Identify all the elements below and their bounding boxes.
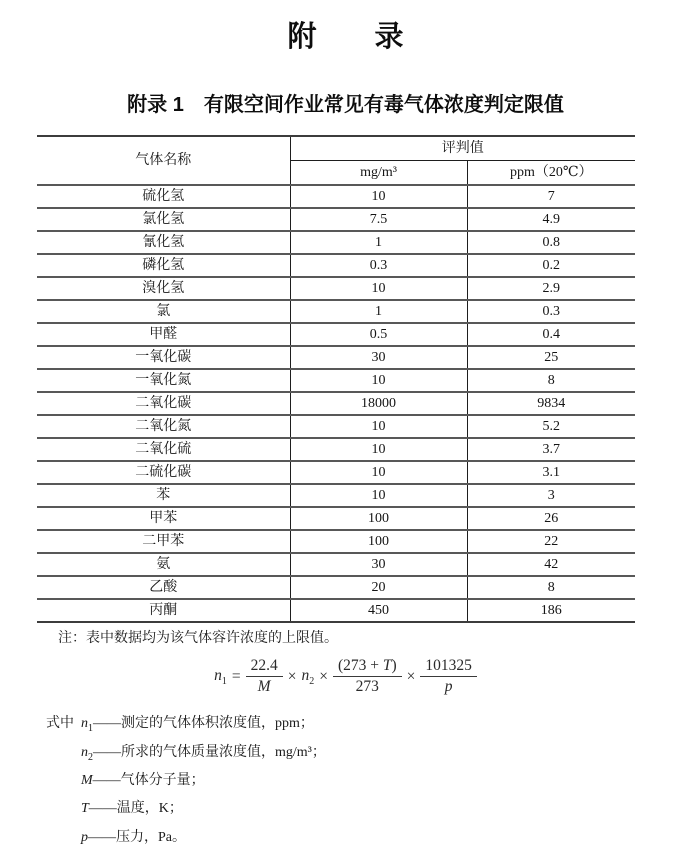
gas-name-cell: 一氧化氮 <box>37 369 290 392</box>
multiply-sign: × <box>287 667 297 685</box>
header-unit-mg: mg/m³ <box>290 161 467 186</box>
mg-value-cell: 30 <box>290 346 467 369</box>
page-title: 附 录 <box>287 21 404 53</box>
ppm-value-cell: 5.2 <box>467 415 635 438</box>
mg-value-cell: 450 <box>290 599 467 622</box>
table-row <box>37 346 635 369</box>
table-row <box>37 300 635 323</box>
header-judgment-value: 评判值 <box>290 136 635 161</box>
mg-value-cell: 20 <box>290 576 467 599</box>
fraction-101325-over-p: $\frac{101325}{p}$ <box>420 657 477 696</box>
gas-name-cell: 磷化氢 <box>37 254 290 277</box>
definition-prefix: 式中 <box>46 716 74 732</box>
ppm-value-cell: 3.7 <box>467 438 635 461</box>
gas-name-cell: 氰化氢 <box>37 231 290 254</box>
definition-text: ——测定的气体体积浓度值，ppm； <box>93 716 314 732</box>
table-row <box>37 576 635 599</box>
header-unit-ppm: ppm（20℃） <box>509 165 593 181</box>
ppm-value-cell: 26 <box>467 507 635 530</box>
ppm-value-cell: 4.9 <box>467 208 635 231</box>
mg-value-cell: 100 <box>290 530 467 553</box>
table-row <box>37 392 635 415</box>
table-row <box>37 231 635 254</box>
table-row <box>37 254 635 277</box>
gas-name-cell: 甲苯 <box>37 507 290 530</box>
table-row <box>37 461 635 484</box>
fraction-22-4-over-M: $\frac{22.4}{M}$ <box>246 657 283 696</box>
ppm-value-cell: 3.1 <box>467 461 635 484</box>
ppm-value-cell: 0.8 <box>467 231 635 254</box>
table-row <box>37 277 635 300</box>
mg-value-cell: 10 <box>290 415 467 438</box>
ppm-value-cell: 3 <box>467 484 635 507</box>
definition-variable: p <box>81 829 88 845</box>
multiply-sign: × <box>406 667 416 685</box>
mg-value-cell: 10 <box>290 185 467 208</box>
header-gas-name: 气体名称 <box>37 136 290 185</box>
ppm-value-cell: 0.3 <box>467 300 635 323</box>
mg-value-cell: 0.5 <box>290 323 467 346</box>
mg-value-cell: 10 <box>290 277 467 300</box>
definition-text: ——温度，K； <box>88 801 183 817</box>
gas-name-cell: 丙酮 <box>37 599 290 622</box>
definition-line <box>46 741 691 769</box>
ppm-value-cell: 7 <box>467 185 635 208</box>
gas-name-cell: 氯化氢 <box>37 208 290 231</box>
header-row-1 <box>37 136 635 161</box>
table-note: 注：表中数据均为该气体容许浓度的上限值。 <box>58 631 338 647</box>
mg-value-cell: 1 <box>290 300 467 323</box>
definition-variable: $n_1$ <box>81 716 93 735</box>
ppm-value-cell: 0.4 <box>467 323 635 346</box>
table-row <box>37 185 635 208</box>
definition-variable: T <box>81 801 89 817</box>
gas-name-cell: 苯 <box>37 484 290 507</box>
formula-n1: $n_1$ <box>214 666 227 687</box>
formula-n2: $n_2$ <box>301 666 315 687</box>
table-row <box>37 484 635 507</box>
ppm-value-cell: 186 <box>467 599 635 622</box>
toxic-gas-limits-table <box>37 135 635 623</box>
ppm-value-cell: 2.9 <box>467 277 635 300</box>
ppm-value-cell: 25 <box>467 346 635 369</box>
ppm-value-cell: 0.2 <box>467 254 635 277</box>
table-row <box>37 530 635 553</box>
table-row <box>37 438 635 461</box>
ppm-value-cell: 22 <box>467 530 635 553</box>
gas-name-cell: 氯 <box>37 300 290 323</box>
table-row <box>37 553 635 576</box>
ppm-value-cell: 9834 <box>467 392 635 415</box>
ppm-value-cell: 8 <box>467 576 635 599</box>
definition-line <box>46 712 691 740</box>
mg-value-cell: 1 <box>290 231 467 254</box>
gas-name-cell: 乙酸 <box>37 576 290 599</box>
gas-name-cell: 二硫化碳 <box>37 461 290 484</box>
mg-value-cell: 10 <box>290 438 467 461</box>
gas-name-cell: 二氧化碳 <box>37 392 290 415</box>
mg-value-cell: 0.3 <box>290 254 467 277</box>
multiply-sign: × <box>319 667 328 685</box>
mg-value-cell: 100 <box>290 507 467 530</box>
table-row <box>37 323 635 346</box>
mg-value-cell: 10 <box>290 369 467 392</box>
gas-name-cell: 甲醛 <box>37 323 290 346</box>
definition-text: ——压力，Pa。 <box>88 829 186 845</box>
fraction-273-plus-T-over-273: $\frac{(273 + T)}{273}$ <box>333 657 402 696</box>
gas-name-cell: 二氧化氮 <box>37 415 290 438</box>
table-row <box>37 369 635 392</box>
gas-name-cell: 硫化氢 <box>37 185 290 208</box>
definition-variable: M <box>81 773 93 789</box>
ppm-value-cell: 42 <box>467 553 635 576</box>
definition-line <box>46 797 691 825</box>
table-header <box>37 136 635 185</box>
table-row <box>37 599 635 622</box>
mg-value-cell: 10 <box>290 484 467 507</box>
ppm-value-cell: 8 <box>467 369 635 392</box>
equals-sign: = <box>231 667 241 685</box>
definition-line <box>46 769 691 797</box>
mg-value-cell: 7.5 <box>290 208 467 231</box>
mg-value-cell: 10 <box>290 461 467 484</box>
table-row <box>37 415 635 438</box>
mg-value-cell: 30 <box>290 553 467 576</box>
definition-text: ——气体分子量； <box>92 773 205 789</box>
table-row <box>37 208 635 231</box>
definition-text: ——所求的气体质量浓度值，mg/m³； <box>93 744 326 760</box>
table-body <box>37 185 635 622</box>
conversion-formula <box>0 657 691 696</box>
variable-definitions <box>46 712 691 853</box>
appendix-1-heading: 附录 1 有限空间作业常见有毒气体浓度判定限值 <box>127 94 564 117</box>
gas-name-cell: 一氧化碳 <box>37 346 290 369</box>
definition-line <box>46 826 691 854</box>
table-row <box>37 507 635 530</box>
gas-name-cell: 氨 <box>37 553 290 576</box>
gas-name-cell: 二甲苯 <box>37 530 290 553</box>
definition-variable: $n_2$ <box>81 744 93 763</box>
gas-name-cell: 二氧化硫 <box>37 438 290 461</box>
mg-value-cell: 18000 <box>290 392 467 415</box>
gas-name-cell: 溴化氢 <box>37 277 290 300</box>
